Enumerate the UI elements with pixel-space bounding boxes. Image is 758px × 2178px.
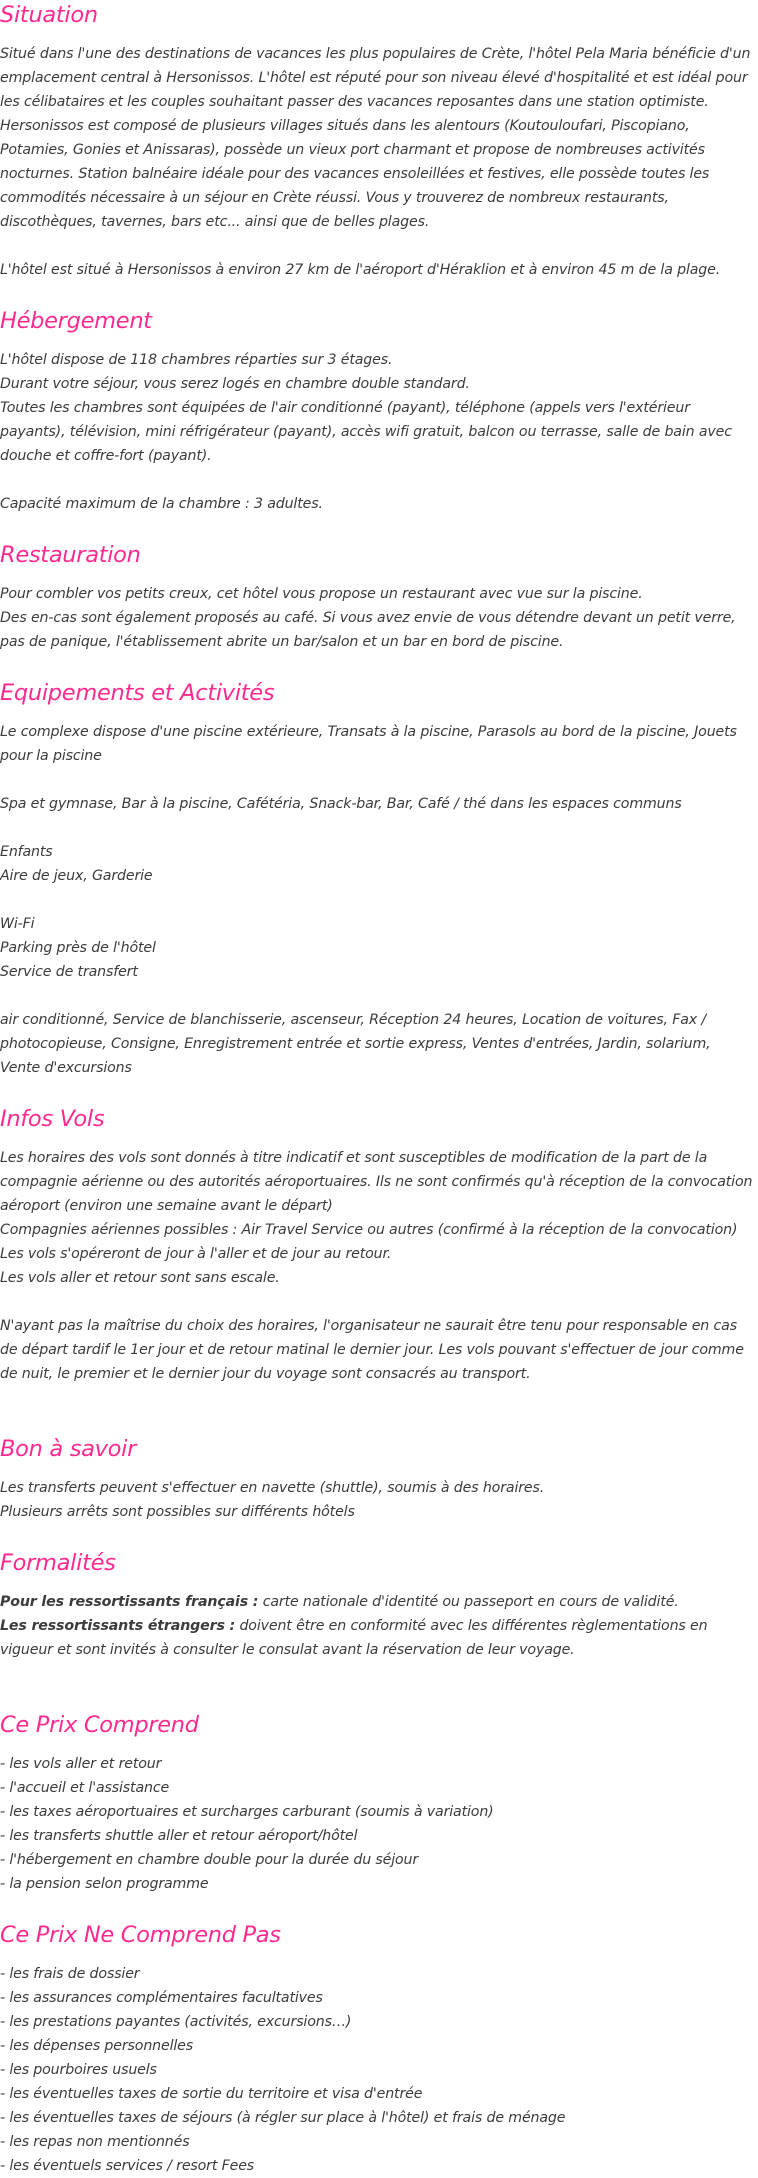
list-item: - les pourboires usuels [0, 2062, 157, 2078]
equipements-services: air conditionné, Service de blanchisserie, ascenseur, Réception 24 heures, Location de voitures, Fax / photocopieuse, Consigne, Enregistrement entrée et sortie express, Ventes d'entrées, Jardin, solarium, Vente d'excursions [0, 1012, 711, 1076]
list-item: - les repas non mentionnés [0, 2134, 190, 2150]
formalites-french-text: carte nationale d'identité ou passeport en cours de validité. [258, 1594, 679, 1610]
vols-schedule-info: Les horaires des vols sont donnés à titre indicatif et sont susceptibles de modification de la part de la compagnie aérienne ou des autorités aéroportuaires. Ils ne sont confirmés qu'à réception de la convocation aéroport (environ une semaine avant le départ) [0, 1150, 753, 1214]
vols-direct: Les vols aller et retour sont sans escale. [0, 1270, 280, 1286]
section-vols [0, 1104, 754, 1434]
hebergement-rooms-count: L'hôtel dispose de 118 chambres réparties sur 3 étages. [0, 352, 393, 368]
list-item: - les frais de dossier [0, 1966, 140, 1982]
hebergement-room-equipment: Toutes les chambres sont équipées de l'air conditionné (payant), téléphone (appels vers l'extérieur payants), télévision, mini réfrigérateur (payant), accès wifi gratuit, balcon ou terrasse, salle de bain avec douche et coffre-fort (payant). [0, 400, 732, 464]
section-title-savoir: Bon à savoir [0, 1436, 137, 1462]
list-item: - la pension selon programme [0, 1876, 209, 1892]
section-comprend [0, 1710, 754, 1920]
section-noncomprend [0, 1920, 754, 2178]
list-item: - les taxes aéroportuaires et surcharges carburant (soumis à variation) [0, 1804, 494, 1820]
vols-day-flights: Les vols s'opéreront de jour à l'aller et de jour au retour. [0, 1246, 392, 1262]
vols-disclaimer: N'ayant pas la maîtrise du choix des horaires, l'organisateur ne saurait être tenu pour responsable en cas de départ tardif le 1er jour et de retour matinal le dernier jour. Les vols pouvant s'effectuer de jour comme de nuit, le premier et le dernier jour du voyage sont consacrés au transport. [0, 1318, 744, 1382]
section-title-hebergement: Hébergement [0, 308, 152, 334]
situation-paragraph-hotel: Situé dans l'une des destinations de vacances les plus populaires de Crète, l'hôtel Pela Maria bénéficie d'un emplacement central à Hersonissos. L'hôtel est réputé pour son niveau élevé d'hospitalité et est idéal pour les célibataires et les couples souhaitant passer des vacances reposantes dans une station optimiste. [0, 46, 751, 110]
savoir-shuttle: Les transferts peuvent s'effectuer en navette (shuttle), soumis à des horaires. [0, 1480, 545, 1496]
hebergement-room-type: Durant votre séjour, vous serez logés en chambre double standard. [0, 376, 470, 392]
formalites-foreign-label: Les ressortissants étrangers : [0, 1618, 236, 1634]
list-item: - l'accueil et l'assistance [0, 1780, 170, 1796]
list-item: - les dépenses personnelles [0, 2038, 193, 2054]
section-title-equipements: Equipements et Activités [0, 680, 275, 706]
equipements-wifi: Wi-Fi [0, 916, 35, 932]
equipements-transfer: Service de transfert [0, 964, 138, 980]
equipements-parking: Parking près de l'hôtel [0, 940, 156, 956]
equipements-children: Aire de jeux, Garderie [0, 868, 153, 884]
section-title-comprend: Ce Prix Comprend [0, 1712, 199, 1738]
equipements-children-label: Enfants [0, 844, 53, 860]
list-item: - les prestations payantes (activités, excursions…) [0, 2014, 352, 2030]
section-formalites [0, 1548, 754, 1710]
formalites-french [0, 1590, 754, 1614]
section-title-noncomprend: Ce Prix Ne Comprend Pas [0, 1922, 281, 1948]
hebergement-capacity: Capacité maximum de la chambre : 3 adultes. [0, 496, 323, 512]
section-title-vols: Infos Vols [0, 1106, 105, 1132]
list-item: - les transferts shuttle aller et retour aéroport/hôtel [0, 1828, 358, 1844]
section-situation [0, 0, 754, 306]
situation-paragraph-resort: Hersonissos est composé de plusieurs villages situés dans les alentours (Koutouloufari, Piscopiano, Potamies, Gonies et Anissaras), possède un vieux port charmant et propose de nombreuses activités nocturnes. Station balnéaire idéale pour des vacances ensoleillées et festives, elle possède toutes les commodités nécessaire à un séjour en Crète réussi. Vous y trouverez de nombreux restaurants, discothèques, tavernes, bars etc... ainsi que de belles plages. [0, 118, 710, 230]
section-equipements [0, 678, 754, 1104]
section-title-formalites: Formalités [0, 1550, 116, 1576]
savoir-stops: Plusieurs arrêts sont possibles sur différents hôtels [0, 1504, 355, 1520]
section-title-situation: Situation [0, 2, 98, 28]
section-hebergement [0, 306, 754, 540]
list-item: - l'hébergement en chambre double pour la durée du séjour [0, 1852, 419, 1868]
section-title-restauration: Restauration [0, 542, 141, 568]
list-item: - les éventuelles taxes de séjours (à régler sur place à l'hôtel) et frais de ménage [0, 2110, 566, 2126]
equipements-spa-bar: Spa et gymnase, Bar à la piscine, Cafétéria, Snack-bar, Bar, Café / thé dans les espaces communs [0, 796, 682, 812]
formalites-french-label: Pour les ressortissants français : [0, 1594, 259, 1610]
formalites-foreign-text: doivent être en conformité avec les différentes règlementations en vigueur et sont invités à consulter le consulat avant la réservation de leur voyage. [0, 1618, 708, 1658]
list-item: - les éventuels services / resort Fees [0, 2158, 255, 2174]
vols-airlines: Compagnies aériennes possibles : Air Travel Service ou autres (confirmé à la réception de la convocation) [0, 1222, 738, 1238]
section-savoir [0, 1434, 754, 1548]
restauration-restaurant: Pour combler vos petits creux, cet hôtel vous propose un restaurant avec vue sur la piscine. [0, 586, 643, 602]
situation-paragraph-location: L'hôtel est situé à Hersonissos à environ 27 km de l'aéroport d'Héraklion et à environ 45 m de la plage. [0, 262, 721, 278]
formalites-foreign [0, 1614, 754, 1662]
equipements-pool: Le complexe dispose d'une piscine extérieure, Transats à la piscine, Parasols au bord de la piscine, Jouets pour la piscine [0, 724, 737, 764]
section-restauration [0, 540, 754, 678]
list-item: - les éventuelles taxes de sortie du territoire et visa d'entrée [0, 2086, 423, 2102]
restauration-bars: Des en-cas sont également proposés au café. Si vous avez envie de vous détendre devant un petit verre, pas de panique, l'établissement abrite un bar/salon et un bar en bord de piscine. [0, 610, 736, 650]
list-item: - les assurances complémentaires facultatives [0, 1990, 323, 2006]
list-item: - les vols aller et retour [0, 1756, 162, 1772]
